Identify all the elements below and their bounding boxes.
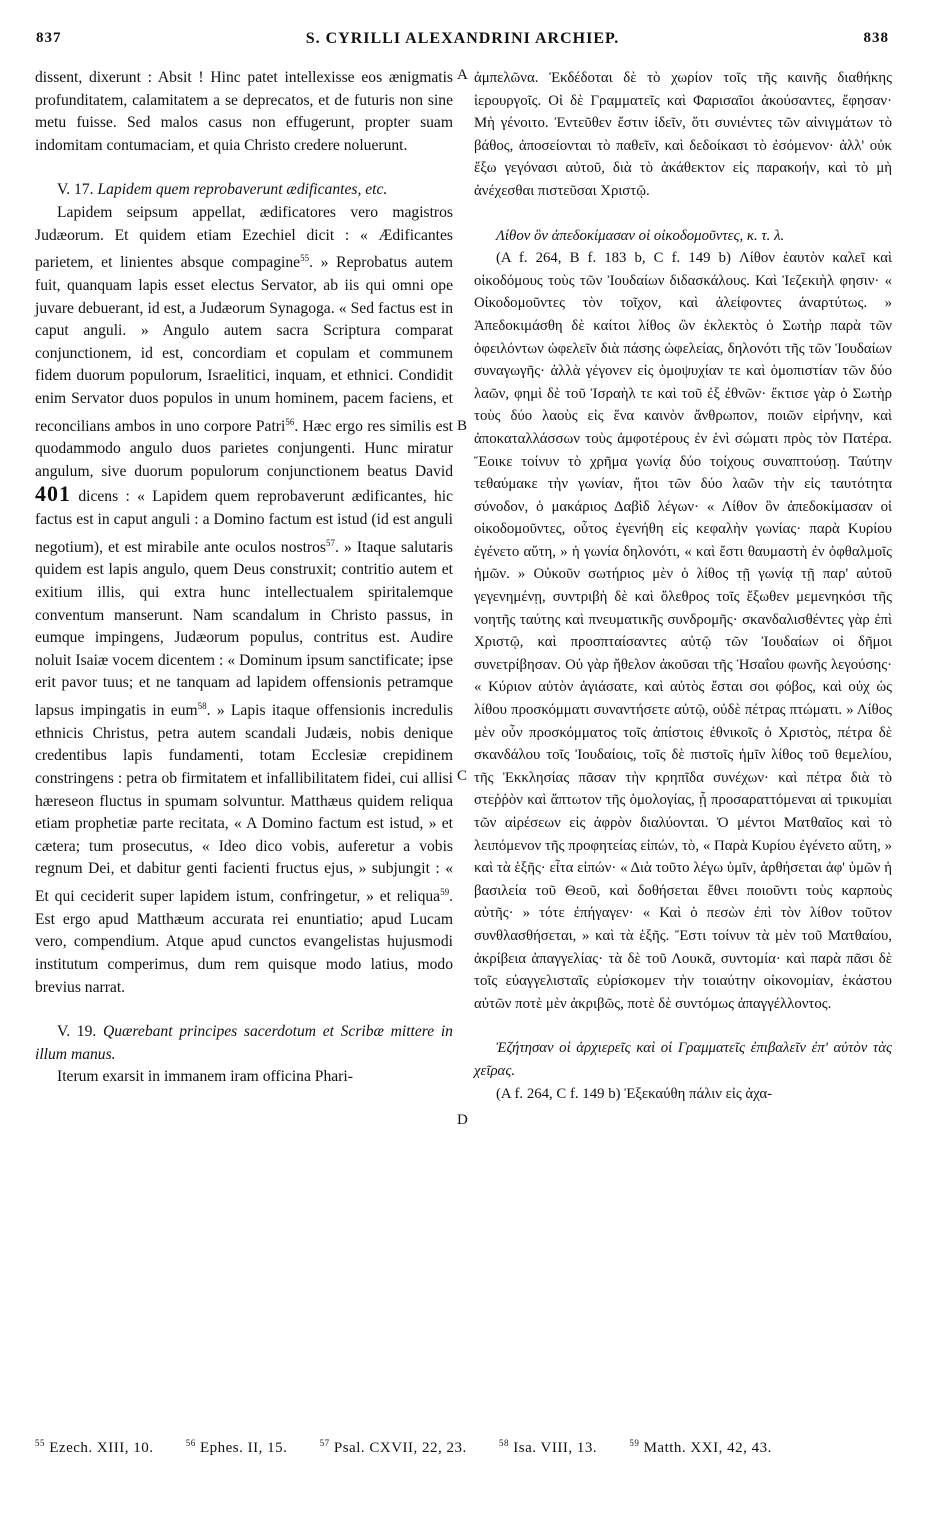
footnote-ref: 55 [300,253,310,264]
latin-text-segment: Lapidem seipsum appellat, ædificatores vero magistros Judæorum. Et quidem etiam Ezechiel dicit : « Ædificantes parietem, et linientes absque compagine [35,203,453,272]
latin-paragraph-1: dissent, dixerunt : Absit ! Hinc patet intellexisse eos ænigmatis profunditatem, calamitatem a se deprecatos, et de futuris non sine metu fuisse. Sed malos casus non effugerunt, propter suam indomitam contumaciam, et quia Christo credere noluerunt. [35,69,453,154]
latin-text-segment: . Hæc ergo res similis est quodammodo angulo duos parietes conjungenti. Hunc miratur angulum, sive duorum populorum conjunctionem beatus David [35,417,453,480]
verse-number: V. 19. [57,1023,97,1041]
greek-paragraph-3: (A f. 264, C f. 149 b) Ἐξεκαύθη πάλιν εἰς ἀχα- [496,1085,773,1102]
footnote-number: 59 [629,1438,640,1448]
margin-letter-a: A [457,67,468,83]
latin-text-segment: . Est ergo apud Matthæum accurata rei enuntiatio; apud Lucam vero, compendium. Atque apud cunctos evangelistas hujusmodi institutum comperimus, dum rem quisque modo latius, modo brevius narrat. [35,888,453,996]
verse-lemma: Quærebant principes sacerdotum et Scribæ mittere in illum manus. [35,1023,453,1063]
greek-verse-17-heading: Λίθον ὃν ἀπεδοκίμασαν οἱ οἰκοδομοῦντες, κ. τ. λ. [496,227,785,244]
latin-text-segment: . » Itaque salutaris quidem est lapis angulo, quem Deus construxit; contritio autem et exitium illis, qui extra hunc intellectualem spiritalemque conventum manserunt. Nam scandalum in Christo passus, in eumque impingens, Judæorum populus, contritus est. Audire noluit Isaiæ vocem dicentem : « Dominum ipsum sanctificate; ipse erit pavor tuus; et ne tanquam ad lapidem offensionis petramque lapsus impingatis in eum [35,538,453,720]
margin-letter-c: C [457,768,468,784]
footnote-ref: 56 [285,416,295,427]
greek-paragraph-1: ἀμπελῶνα. Ἐκδέδοται δὲ τὸ χωρίον τοῖς τῆς καινῆς διαθήκης ἱερουργοῖς. Οἱ δὲ Γραμματεῖς καὶ Φαρισαῖοι ἀκούσαντες, ἔφησαν· Μὴ γένοιτο. Ἐντεῦθεν ἔστιν ἰδεῖν, ὅτι συνιέντες τῶν αἰνιγμάτων τὸ βάθος, ἀποσείονται τὸ παθεῖν, καὶ δεδοίκασι τὸ ἐσόμενον· ἀλλ' οὐκ ἔξω γεγόνασι αὐτοῦ, διὰ τὸ ἀκάθεκτον εἰς παρακοήν, καὶ τὸ μὴ ἀνέχεσθαι πιστεῦσαι Χριστῷ. [474,70,892,199]
margin-letter-b: B [457,418,468,434]
latin-text-segment: . » Lapis itaque offensionis incredulis ethnicis Christus, petra autem scandali Judæis, nobis denique credentibus lapis fundamenti, totam Ecclesiæ crepidinem constringens : petra ob firmitatem et infallibilitatem fidei, cui allisi hæreseon fluctus in spumam solvuntur. Matthæus quidem reliqua etiam prophetiæ parte recitata, « A Domino factum est istud, » et cætera; tum prosecutus, « Ideo dico vobis, auferetur a vobis regnum Dei, et dabitur genti facienti fructus ejus, » subjungit : « Et qui ceciderit super lapidem istum, confringetur, » et reliqua [35,702,453,906]
greek-column [474,67,892,1105]
verse-number: V. 17. [57,181,94,199]
footnote-ref: 59 [440,886,450,897]
footnote-text: Isa. VIII, 13. [513,1440,598,1456]
footnote-text: Ephes. II, 15. [199,1440,288,1456]
footnote [629,1440,786,1456]
footnote-number: 56 [185,1438,196,1448]
latin-text-segment: dicens : « Lapidem quem reprobaverunt ædificantes, hic factus est in caput anguli : a Domino factum est istud (id est anguli negotium), et est mirabile ante oculos nostros [35,488,453,556]
footnotes [35,1438,895,1457]
latin-text-segment: . » Reprobatus autem fuit, quanquam lapis esset electus Servator, ab iis qui omni ope juvare debuerant, id est, a Judæorum Synagoga. « Sed factus est in caput anguli. » Angulo autem sacra Scriptura comparat conjunctionem, id est, concordiam et copulam et communem fidem duorum populorum, Israelitici, inquam, et ethnici. Condidit enim Servator duos populos in unum hominem, pacem faciens, et reconcilians ambos in uno corpore Patri [35,254,453,435]
footnote-text: Psal. CXVII, 22, 23. [333,1440,467,1456]
column-number-right: 838 [863,30,889,46]
footnote-ref: 58 [197,701,207,711]
column-number-left: 837 [36,30,62,46]
footnote [499,1440,611,1456]
footnote [35,1440,167,1456]
greek-paragraph-2: (A f. 264, B f. 183 b, C f. 149 b) Λίθον ἑαυτὸν καλεῖ καὶ οἰκοδόμους τοὺς τῶν Ἰουδαίων διδασκάλους. Καὶ Ἰεζεκιὴλ φησιν· « Οἰκοδομοῦντες τὸν τοῖχον, καὶ ἀλείφοντες ἀναρτύτως. » Ἀπεδοκιμάσθη δὲ καίτοι λίθος ὢν ἐκλεκτὸς ὁ Σωτὴρ παρὰ τῶν ὀφειλόντων ὠφελεῖν διὰ πάσης ὠφελείας, δηλονότι τῆς τῶν Ἰουδαίων συναγωγῆς· ἀλλὰ γέγονεν εἰς ὁμοψυχίαν τε καὶ ὁμοπιστίαν τῶν δύο λαῶν, φημὶ δὲ τοῦ Ἰσραὴλ τε καὶ τοῦ ἐξ ἐθνῶν· ἔκτισε γὰρ ὁ Σωτὴρ τοὺς δύο λαοὺς εἰς ἕνα καινὸν ἄνθρωπον, ποιῶν εἰρήνην, καὶ ἀποκαταλλάσσων τοὺς ἀμφοτέρους ἐν ἑνὶ σώματι πρὸς τὸν Πατέρα. Ἔοικε τοίνυν τὸ χρῆμα γωνίᾳ δύο τοίχους συναπτούσῃ. Ταύτην τεθαύμακε τὴν γωνίαν, ἤτοι τῶν δύο λαῶν τὴν εἰς ταυτότητα σύνοδον, ὁ μακάριος Δαβὶδ λέγων· « Λίθον ὃν ἀπεδοκίμασαν οἱ οἰκοδομοῦντες, οὗτος ἐγενήθη εἰς κεφαλὴν γωνίας· παρὰ Κυρίου ἐγένετο αὕτη, » ἡ γωνία δηλονότι, « καὶ ἔστι θαυμαστὴ ἐν ὀφθαλμοῖς ἡμῶν. » Οὐκοῦν σωτήριος μὲν ὁ λίθος τῇ γωνίᾳ τῇ παρ' αὐτοῦ γεγενημένῃ, συντριβὴ δὲ καὶ ὄλεθρος τοῖς ἔξωθεν μεμενηκόσι τῆς νοητῆς ταύτης καὶ πνευματικῆς συνδρομῆς· σκανδαλισθέντες γὰρ ἐπὶ Χριστῷ, καὶ προσπταίσαντες αὐτῷ τῶν Ἰουδαίων οἱ δῆμοι συνετρίβησαν. Οὐ γὰρ ἤθελον ἀκοῦσαι τῆς Ἡσαΐου φωνῆς λεγούσης· « Κύριον αὐτὸν ἁγιάσατε, καὶ αὐτὸς ἔσται σοι φόβος, καὶ οὐχ ὡς λίθου προσκόμματι συναντήσετε αὐτῷ, οὐδὲ πέτρας πτώματι. » Λίθος μὲν οὖν προσκόμματος τοῖς ἀπίστοις ἐθνικοῖς ὁ Χριστὸς, πέτρα δὲ σκανδάλου τοῖς Ἰουδαίοις, τοῖς δὲ πιστοῖς ἡμῖν λίθος τοῦ θεμελίου, τῆς Ἐκκλησίας πᾶσαν τὴν κρηπῖδα συνέχων· καὶ πέτρα διὰ τὸ στεῤῥὸν καὶ ἄπτωτον τῆς ὁμολογίας, ᾗ προσαραττόμεναι αἱ τρικυμίαι τῶν αἱρέσεων εἰς ἀφρὸν διαλύονται. Ὁ μέντοι Ματθαῖος καὶ τὸ λειπόμενον τῆς προφητείας εἰπών, τὸ, « Παρὰ Κυρίου ἐγένετο αὕτη, » καὶ τὰ ἑξῆς· εἶτα εἰπών· « Διὰ τοῦτο λέγω ὑμῖν, ἀρθήσεται ἀφ' ὑμῶν ἡ βασιλεία τοῦ Θεοῦ, καὶ δοθήσεται ἔθνει ποιοῦντι τοὺς καρποὺς αὐτῆς· » τότε ἐπήγαγεν· « Καὶ ὁ πεσὼν ἐπὶ τὸν λίθον τοῦτον συνθλασθήσεται, » καὶ τὰ ἑξῆς. Ἔστι τοίνυν τὰ μὲν τοῦ Ματθαίου, ἀκρίβεια ἀπαγγελίας· τὰ δὲ τοῦ Λουκᾶ, συντομία· καὶ παρὰ πᾶσι δὲ τοῖς εὐαγγελισταῖς εὑρίσκομεν τὴν τοιαύτην οἰκονομίαν, ἑκάστου αὐτῶν ποτὲ μὲν ἀκριβῶς, ποτὲ δὲ συντόμως ἀπαγγέλλοντος. [474,250,892,1012]
footnote-text: Ezech. XIII, 10. [49,1440,154,1456]
footnote-number: 57 [319,1438,330,1448]
footnote-number: 58 [499,1438,510,1448]
greek-verse-19-heading: Ἐζήτησαν οἱ ἀρχιερεῖς καὶ οἱ Γραμματεῖς ἐπιβαλεῖν ἐπ' αὐτὸν τὰς χεῖρας. [474,1040,892,1079]
latin-verse-19-heading [35,1021,453,1066]
footnote [186,1440,302,1456]
footnote [320,1440,481,1456]
verse-lemma: Lapidem quem reprobaverunt ædificantes, etc. [97,181,388,199]
footnote-number: 55 [35,1438,45,1448]
page-header [30,18,895,52]
footnote-text: Matth. XXI, 42, 43. [643,1440,772,1456]
footnote-ref: 57 [326,537,335,548]
margin-letter-d: D [457,1112,468,1128]
latin-paragraph-3: Iterum exarsit in immanem iram officina Phari- [57,1068,353,1086]
running-title: S. CYRILLI ALEXANDRINI ARCHIEP. [305,30,620,47]
latin-verse-17-heading [35,179,453,202]
latin-paragraph-2 [35,202,453,999]
page-marker: 401 [35,481,71,507]
latin-column [35,67,453,1089]
